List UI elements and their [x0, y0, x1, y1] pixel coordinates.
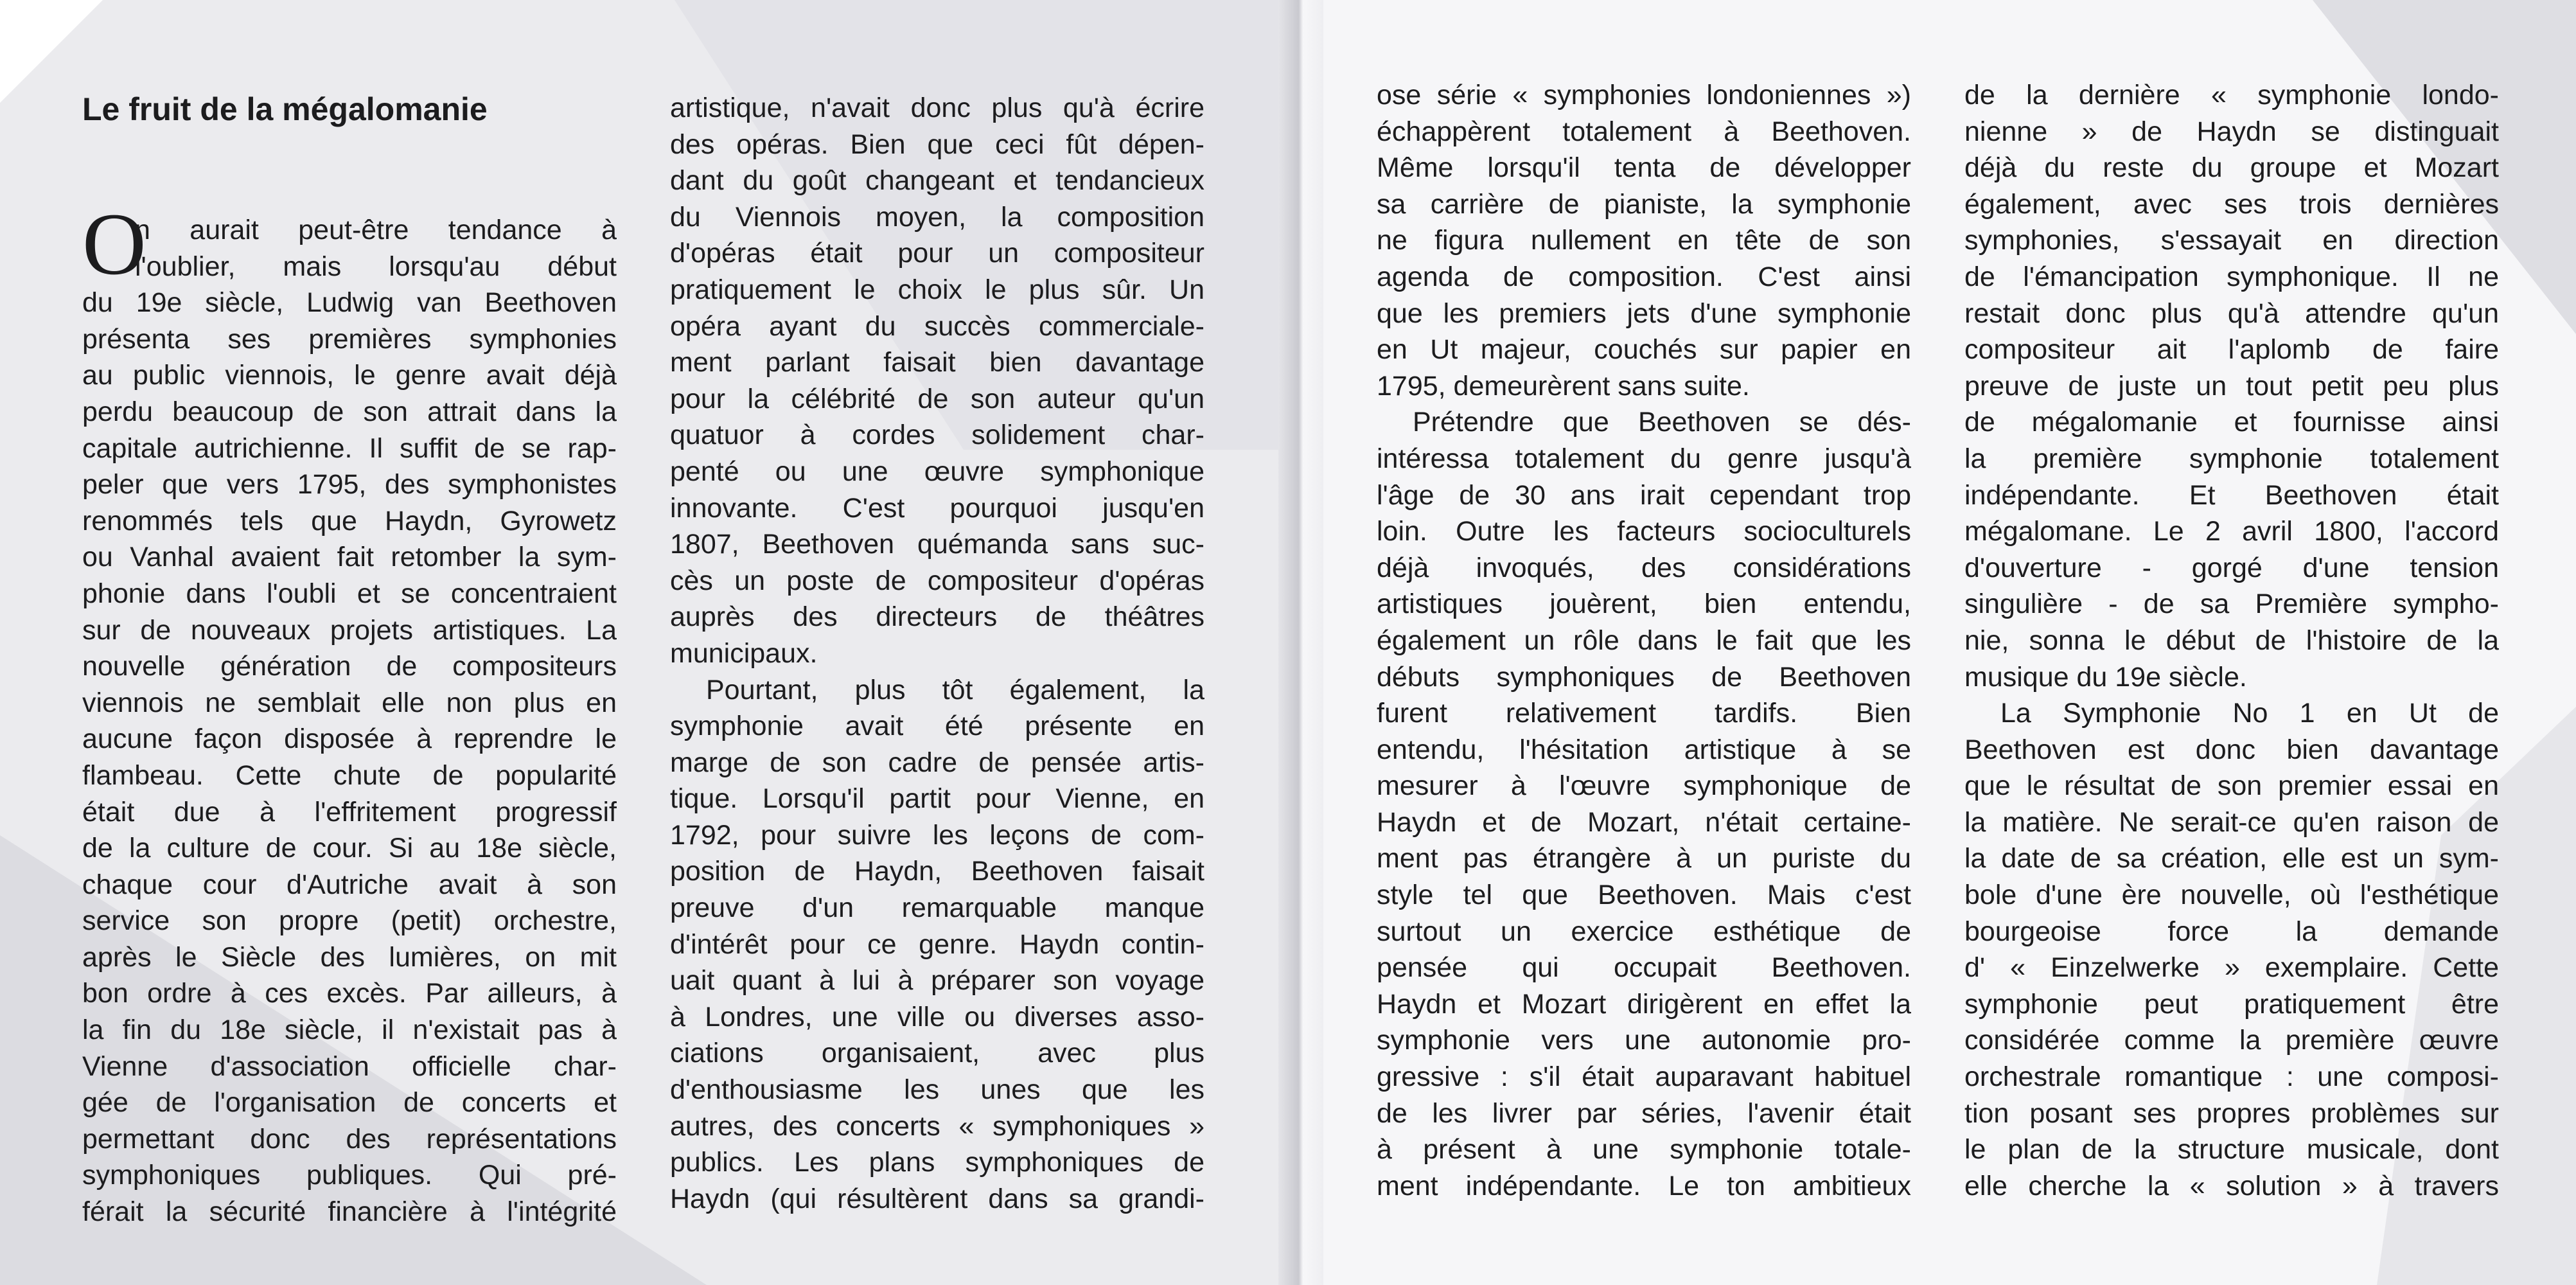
text-line: singulière - de sa Première sympho-: [1964, 589, 2499, 620]
text-line: symphonie avait été présente en: [670, 711, 1204, 742]
text-line: bole d'une ère nouvelle, où l'esthétique: [1964, 880, 2499, 911]
text-line: que le résultat de son premier essai en: [1964, 770, 2499, 802]
text-line: également, avec ses trois dernières: [1964, 188, 2499, 220]
text-line: que les premiers jets d'une symphonie: [1377, 297, 1911, 329]
text-line: bon ordre à ces excès. Par ailleurs, à: [82, 978, 617, 1009]
text-line: pratiquement le choix le plus sûr. Un: [670, 274, 1204, 305]
text-line: quatuor à cordes solidement char-: [670, 420, 1204, 451]
text-line: sa carrière de pianiste, la symphonie: [1377, 188, 1911, 220]
text-line: de la dernière « symphonie londo-: [1964, 80, 2499, 111]
booklet-spine: [1278, 0, 1323, 1285]
text-line: débuts symphoniques de Beethoven: [1377, 661, 1911, 693]
text-line: municipaux.: [670, 637, 818, 669]
text-line: des opéras. Bien que ceci fût dépen-: [670, 128, 1204, 160]
text-line: mesurer à l'œuvre symphonique de: [1377, 770, 1911, 802]
text-line: symphonie vers une autonomie pro-: [1377, 1025, 1911, 1056]
text-line: d'intérêt pour ce genre. Haydn contin-: [670, 928, 1204, 960]
text-line: uait quant à lui à préparer son voyage: [670, 965, 1204, 997]
article-title: Le fruit de la mégalomanie: [82, 91, 488, 127]
text-line: entendu, l'hésitation artistique à se: [1377, 734, 1911, 765]
text-line: flambeau. Cette chute de popularité: [82, 759, 617, 791]
text-line: marge de son cadre de pensée artis-: [670, 747, 1204, 778]
text-line: loin. Outre les facteurs socioculturels: [1377, 516, 1911, 547]
text-line: position de Haydn, Beethoven faisait: [670, 856, 1204, 887]
text-line: preuve d'un remarquable manque: [670, 892, 1204, 924]
text-line: ment indépendante. Le ton ambitieux: [1377, 1170, 1911, 1201]
text-line: Beethoven est donc bien davantage: [1964, 734, 2499, 765]
drop-cap: O: [82, 195, 146, 293]
text-line: mégalomane. Le 2 avril 1800, l'accord: [1964, 516, 2499, 547]
text-line: du Viennois moyen, la composition: [670, 201, 1204, 233]
text-line: d'enthousiasme les unes que les: [670, 1074, 1204, 1106]
text-line: d'ouverture - gorgé d'une tension: [1964, 552, 2499, 583]
text-line: renommés tels que Haydn, Gyrowetz: [82, 505, 617, 536]
column-1: [82, 90, 617, 1230]
text-line: peler que vers 1795, des symphonistes: [82, 469, 617, 501]
text-line: indépendante. Et Beethoven était: [1964, 479, 2499, 511]
text-line: innovante. C'est pourquoi jusqu'en: [670, 492, 1204, 524]
text-line: 1792, pour suivre les leçons de com-: [670, 819, 1204, 851]
text-line: de les livrer par séries, l'avenir était: [1377, 1097, 1911, 1129]
text-line: l'oublier, mais lorsqu'au début: [135, 251, 617, 282]
text-line: Pourtant, plus tôt également, la: [706, 674, 1204, 705]
text-line: n aurait peut-être tendance à: [135, 215, 617, 245]
text-line: 1807, Beethoven quémanda sans suc-: [670, 529, 1204, 560]
text-line: symphoniques publiques. Qui pré-: [82, 1160, 617, 1191]
text-line: publics. Les plans symphoniques de: [670, 1147, 1204, 1178]
text-line: férait la sécurité financière à l'intégrité: [82, 1196, 617, 1228]
text-line: Haydn et de Mozart, n'était certaine-: [1377, 806, 1911, 838]
text-line: nienne » de Haydn se distinguait: [1964, 116, 2499, 147]
text-line: elle cherche la « solution » à travers: [1964, 1170, 2499, 1201]
text-line: pensée qui occupait Beethoven.: [1377, 952, 1911, 984]
text-line: la première symphonie totalement: [1964, 443, 2499, 474]
text-line: surtout un exercice esthétique de: [1377, 916, 1911, 947]
text-line: déjà du reste du groupe et Mozart: [1964, 152, 2499, 184]
text-line: artistiques jouèrent, bien entendu,: [1377, 589, 1911, 620]
text-line: de mégalomanie et fournisse ainsi: [1964, 407, 2499, 438]
text-line: preuve de juste un tout petit peu plus: [1964, 370, 2499, 402]
text-line: également un rôle dans le fait que les: [1377, 625, 1911, 656]
text-line: à présent à une symphonie totale-: [1377, 1134, 1911, 1165]
text-line: musique du 19e siècle.: [1964, 661, 2247, 693]
text-line: considérée comme la première œuvre: [1964, 1025, 2499, 1056]
text-line: auprès des directeurs de théâtres: [670, 601, 1204, 633]
text-line: opéra ayant du succès commerciale-: [670, 310, 1204, 342]
text-line: à Londres, une ville ou diverses asso-: [670, 1001, 1204, 1032]
text-line: 1795, demeurèrent sans suite.: [1377, 370, 1750, 402]
text-line: permettant donc des représentations: [82, 1123, 617, 1155]
text-line: intéressa totalement du genre jusqu'à: [1377, 443, 1911, 474]
text-line: du 19e siècle, Ludwig van Beethoven: [82, 287, 617, 319]
text-line: perdu beaucoup de son attrait dans la: [82, 396, 617, 427]
text-line: penté ou une œuvre symphonique: [670, 456, 1204, 487]
text-line: tique. Lorsqu'il partit pour Vienne, en: [670, 783, 1204, 815]
text-line: autres, des concerts « symphoniques »: [670, 1110, 1204, 1142]
text-line: nouvelle génération de compositeurs: [82, 651, 617, 682]
text-line: symphonie peut pratiquement être: [1964, 988, 2499, 1020]
text-line: l'âge de 30 ans irait cependant trop: [1377, 479, 1911, 511]
column-2: [670, 90, 1204, 1217]
text-line: artistique, n'avait donc plus qu'à écrire: [670, 93, 1204, 123]
text-line: style tel que Beethoven. Mais c'est: [1377, 880, 1911, 911]
text-line: d' « Einzelwerke » exemplaire. Cette: [1964, 952, 2499, 984]
text-line: la date de sa création, elle est un sym-: [1964, 843, 2499, 874]
text-line: cès un poste de compositeur d'opéras: [670, 565, 1204, 596]
text-line: tion posant ses propres problèmes sur: [1964, 1097, 2499, 1129]
text-line: agenda de composition. C'est ainsi: [1377, 261, 1911, 292]
text-line: orchestrale romantique : une composi-: [1964, 1061, 2499, 1093]
text-line: capitale autrichienne. Il suffit de se rap-: [82, 432, 617, 464]
column-4: [1964, 77, 2499, 1204]
text-line: au public viennois, le genre avait déjà: [82, 360, 617, 391]
text-line: Haydn (qui résultèrent dans sa grandi-: [670, 1183, 1204, 1214]
text-line: chaque cour d'Autriche avait à son: [82, 869, 617, 900]
text-line: sur de nouveaux projets artistiques. La: [82, 614, 617, 646]
text-line: phonie dans l'oubli et se concentraient: [82, 578, 617, 609]
text-line: nie, sonna le début de l'histoire de la: [1964, 625, 2499, 656]
text-line: la matière. Ne serait-ce qu'en raison de: [1964, 806, 2499, 838]
text-line: présenta ses premières symphonies: [82, 323, 617, 355]
text-line: bourgeoise force la demande: [1964, 916, 2499, 947]
text-line: d'opéras était pour un compositeur: [670, 238, 1204, 269]
text-line: gée de l'organisation de concerts et: [82, 1087, 617, 1119]
text-line: restait donc plus qu'à attendre qu'un: [1964, 297, 2499, 329]
text-line: ment pas étrangère à un puriste du: [1377, 843, 1911, 874]
text-line: Même lorsqu'il tenta de développer: [1377, 152, 1911, 184]
text-line: ment parlant faisait bien davantage: [670, 347, 1204, 378]
text-line: de la culture de cour. Si au 18e siècle,: [82, 833, 617, 864]
column-3: [1377, 77, 1911, 1204]
text-line: après le Siècle des lumières, on mit: [82, 941, 617, 973]
text-line: symphonies, s'essayait en direction: [1964, 225, 2499, 256]
text-line: pour la célébrité de son auteur qu'un: [670, 383, 1204, 414]
text-line: ose série « symphonies londoniennes »): [1377, 80, 1911, 111]
text-line: déjà invoqués, des considérations: [1377, 552, 1911, 583]
text-line: était due à l'effritement progressif: [82, 796, 617, 828]
text-line: service son propre (petit) orchestre,: [82, 905, 617, 937]
text-line: aucune façon disposée à reprendre le: [82, 723, 617, 755]
text-line: compositeur ait l'aplomb de faire: [1964, 334, 2499, 366]
text-line: Haydn et Mozart dirigèrent en effet la: [1377, 988, 1911, 1020]
text-line: échappèrent totalement à Beethoven.: [1377, 116, 1911, 147]
text-line: la fin du 18e siècle, il n'existait pas à: [82, 1015, 617, 1046]
text-line: le plan de la structure musicale, dont: [1964, 1134, 2499, 1165]
text-line: de l'émancipation symphonique. Il ne: [1964, 261, 2499, 292]
text-line: ne figura nullement en tête de son: [1377, 225, 1911, 256]
text-line: Prétendre que Beethoven se dés-: [1413, 407, 1911, 438]
text-line: ou Vanhal avaient fait retomber la sym-: [82, 542, 617, 573]
text-line: en Ut majeur, couchés sur papier en: [1377, 334, 1911, 366]
text-line: furent relativement tardifs. Bien: [1377, 698, 1911, 729]
text-line: La Symphonie No 1 en Ut de: [2000, 698, 2499, 729]
text-line: Vienne d'association officielle char-: [82, 1050, 617, 1082]
text-line: dant du goût changeant et tendancieux: [670, 165, 1204, 197]
text-line: ciations organisaient, avec plus: [670, 1038, 1204, 1069]
text-line: gressive : s'il était auparavant habituel: [1377, 1061, 1911, 1093]
text-line: viennois ne semblait elle non plus en: [82, 687, 617, 718]
